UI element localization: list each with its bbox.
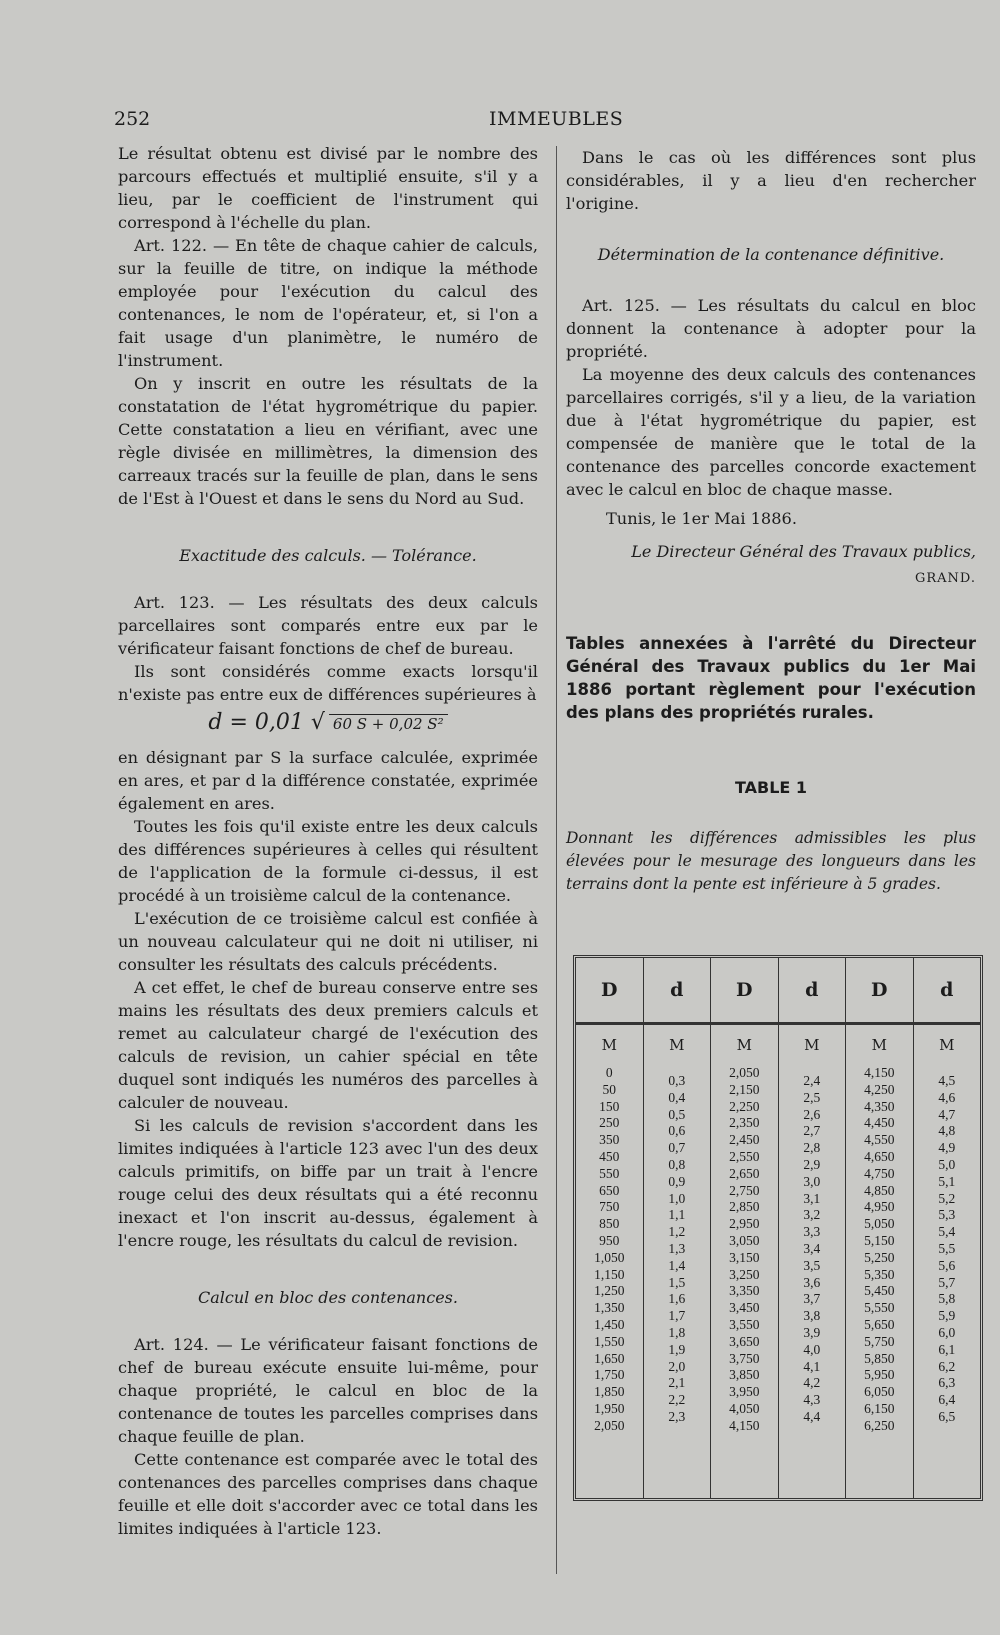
value-list <box>711 1065 778 1435</box>
table-cell: 5,050 <box>864 1216 895 1232</box>
paragraph: A cet effet, le chef de bureau conserve entre ses mains les résultats des deux premiers calculs et remet au calculateur chargé de l'exécution des calculs de revision, un cahier spécial en tête duquel sont indiqués les numéros des parcelles à calculer de nouveau. <box>118 978 538 1112</box>
table-cell: 3,3 <box>803 1224 821 1240</box>
table-cell: 3,850 <box>729 1367 760 1383</box>
table-cell: 2,6 <box>803 1106 821 1122</box>
table-cell: 1,4 <box>668 1257 686 1273</box>
table-cell: 2,7 <box>803 1123 821 1139</box>
table-cell: 4,550 <box>864 1132 895 1148</box>
table-cell: 3,7 <box>803 1291 821 1307</box>
table-cell: 3,1 <box>803 1190 821 1206</box>
table-cell: 2,5 <box>803 1089 821 1105</box>
table-cell: 3,150 <box>729 1249 760 1265</box>
table-cell: 5,650 <box>864 1316 895 1332</box>
table-cell: 4,0 <box>803 1341 821 1357</box>
table-cell: 2,2 <box>668 1392 686 1408</box>
table-cell: 4,6 <box>938 1089 956 1105</box>
table-cell: 4,4 <box>803 1408 821 1424</box>
annex-heading: Tables annexées à l'arrêté du Directeur Général des Travaux publics du 1er Mai 1886 portant règlement pour l'exécution des plans des propriétés rurales. <box>566 634 976 722</box>
value-list <box>914 1065 981 1426</box>
table-cell: 5,750 <box>864 1333 895 1349</box>
table-column <box>576 958 644 1498</box>
table-cell: 3,950 <box>729 1384 760 1400</box>
unit-cell: M <box>871 1036 887 1054</box>
unit-cell: M <box>804 1036 820 1054</box>
table-cell: 0,4 <box>668 1089 686 1105</box>
value-list <box>576 1065 643 1435</box>
table-cell: 1,7 <box>668 1308 686 1324</box>
table-cell: 5,3 <box>938 1207 956 1223</box>
unit-cell: M <box>601 1036 617 1054</box>
table-cell: 0,8 <box>668 1156 686 1172</box>
table-cell: 4,7 <box>938 1106 956 1122</box>
table-cell: 3,6 <box>803 1274 821 1290</box>
table-cell: 4,450 <box>864 1115 895 1131</box>
date-line: Tunis, le 1er Mai 1886. <box>606 509 797 528</box>
table-cell: 1,2 <box>668 1224 686 1240</box>
table-cell: 3,5 <box>803 1257 821 1273</box>
signature-name: GRAND. <box>914 571 976 586</box>
table-cell: 5,150 <box>864 1232 895 1248</box>
tolerance-table <box>573 955 983 1501</box>
table-cell: 650 <box>599 1182 620 1198</box>
table-header-cell: D <box>711 958 778 1025</box>
table-cell: 6,1 <box>938 1341 956 1357</box>
running-title: IMMEUBLES <box>489 108 624 130</box>
table-cell: 4,050 <box>729 1400 760 1416</box>
table-cell: 4,150 <box>864 1065 895 1080</box>
formula-radicand: 60 S + 0,02 S² <box>329 714 448 733</box>
table-cell: 2,8 <box>803 1140 821 1156</box>
table-cell: 50 <box>602 1081 616 1097</box>
table-cell: 6,250 <box>864 1417 895 1433</box>
table-cell: 3,050 <box>729 1232 760 1248</box>
signature-title: Le Directeur Général des Travaux publics, <box>631 542 976 561</box>
table-cell: 750 <box>599 1199 620 1215</box>
table-cell: 250 <box>599 1115 620 1131</box>
table-cell: 6,0 <box>938 1324 956 1340</box>
table-column <box>711 958 779 1498</box>
table-cell: 1,650 <box>594 1350 625 1366</box>
table-cell: 6,3 <box>938 1375 956 1391</box>
article-122: Art. 122. — En tête de chaque cahier de calculs, sur la feuille de titre, on indique la méthode employée pour l'exécution du calcul des contenances, le nom de l'opérateur, et, si l'on a fait usage d'un planimètre, le numéro de l'instrument. <box>118 236 538 370</box>
page-number: 252 <box>114 108 151 130</box>
table-cell: 2,450 <box>729 1132 760 1148</box>
table-cell: 1,350 <box>594 1300 625 1316</box>
paragraph: Si les calculs de revision s'accordent dans les limites indiquées à l'article 123 avec l'un des deux calculs primitifs, on biffe par un trait à l'encre rouge celui des deux résultats qui a été reconnu inexact et l'on inscrit au-dessus, également à l'encre rouge, les résultats du calcul de revision. <box>118 1116 538 1250</box>
table-header-cell: d <box>779 958 846 1025</box>
unit-cell: M <box>736 1036 752 1054</box>
table-cell: 3,8 <box>803 1308 821 1324</box>
table-cell: 450 <box>599 1148 620 1164</box>
table-cell: 2,250 <box>729 1098 760 1114</box>
table-cell: 5,1 <box>938 1173 956 1189</box>
table-cell: 2,1 <box>668 1375 686 1391</box>
table-cell: 1,8 <box>668 1324 686 1340</box>
table-cell: 1,0 <box>668 1190 686 1206</box>
table-cell: 2,050 <box>594 1417 625 1433</box>
table-cell: 0,9 <box>668 1173 686 1189</box>
table-cell: 1,750 <box>594 1367 625 1383</box>
table-cell: 1,5 <box>668 1274 686 1290</box>
paragraph: Le résultat obtenu est divisé par le nombre des parcours effectués et multiplié ensuite, s'il y a lieu, par le coefficient de l'instrument qui correspond à l'échelle du plan. <box>118 144 538 232</box>
table-cell: 2,9 <box>803 1156 821 1172</box>
table-cell: 6,050 <box>864 1384 895 1400</box>
table-cell: 4,350 <box>864 1098 895 1114</box>
table-cell: 1,450 <box>594 1316 625 1332</box>
table-title: TABLE 1 <box>734 778 808 797</box>
table-cell: 1,250 <box>594 1283 625 1299</box>
table-cell: 1,950 <box>594 1400 625 1416</box>
table-cell: 3,9 <box>803 1324 821 1340</box>
table-cell: 3,2 <box>803 1207 821 1223</box>
table-cell: 3,0 <box>803 1173 821 1189</box>
table-header-cell: D <box>576 958 643 1025</box>
table-cell: 3,450 <box>729 1300 760 1316</box>
table-cell: 2,350 <box>729 1115 760 1131</box>
table-column <box>644 958 712 1498</box>
table-cell: 4,950 <box>864 1199 895 1215</box>
paragraph: Cette contenance est comparée avec le total des contenances des parcelles comprises dans chaque feuille et elle doit s'accorder avec ce total dans les limites indiquées à l'article 123. <box>118 1450 538 1538</box>
unit-cell: M <box>669 1036 685 1054</box>
table-cell: 1,550 <box>594 1333 625 1349</box>
value-list <box>779 1065 846 1426</box>
table-cell: 850 <box>599 1216 620 1232</box>
right-column <box>566 146 976 896</box>
section-heading: Exactitude des calculs. — Tolérance. <box>179 546 477 565</box>
section-heading: Calcul en bloc des contenances. <box>198 1288 458 1307</box>
page-header <box>114 108 974 136</box>
table-cell: 1,850 <box>594 1384 625 1400</box>
table-cell: 3,750 <box>729 1350 760 1366</box>
table-cell: 4,1 <box>803 1358 821 1374</box>
table-cell: 2,3 <box>668 1408 686 1424</box>
column-divider <box>556 146 557 1574</box>
table-cell: 2,950 <box>729 1216 760 1232</box>
table-cell: 0,3 <box>668 1073 686 1088</box>
table-header-cell: d <box>914 958 981 1025</box>
formula-lhs: d = 0,01 <box>208 710 304 735</box>
table-cell: 0 <box>605 1065 613 1080</box>
table-cell: 3,4 <box>803 1240 821 1256</box>
table-cell: 1,1 <box>668 1207 686 1223</box>
table-cell: 5,0 <box>938 1156 956 1172</box>
table-grid <box>576 958 980 1498</box>
table-cell: 1,9 <box>668 1341 686 1357</box>
article-123: Art. 123. — Les résultats des deux calculs parcellaires sont comparés entre eux par le vérificateur faisant fonctions de chef de bureau. <box>118 593 538 658</box>
paragraph: Toutes les fois qu'il existe entre les deux calculs des différences supérieures à celles qui résultent de l'application de la formule ci-dessus, il est procédé à un troisième calcul de la contenance. <box>118 817 538 905</box>
table-cell: 5,550 <box>864 1300 895 1316</box>
table-header-cell: D <box>846 958 913 1025</box>
table-cell: 5,7 <box>938 1274 956 1290</box>
unit-cell: M <box>939 1036 955 1054</box>
table-cell: 1,6 <box>668 1291 686 1307</box>
table-cell: 2,150 <box>729 1081 760 1097</box>
table-cell: 4,750 <box>864 1165 895 1181</box>
table-cell: 4,250 <box>864 1081 895 1097</box>
table-cell: 4,650 <box>864 1148 895 1164</box>
table-cell: 6,2 <box>938 1358 956 1374</box>
table-cell: 4,2 <box>803 1375 821 1391</box>
table-header-cell: d <box>644 958 711 1025</box>
table-cell: 0,7 <box>668 1140 686 1156</box>
article-124: Art. 124. — Le vérificateur faisant fonctions de chef de bureau exécute ensuite lui-même, pour chaque propriété, le calcul en bloc de la contenance de toutes les parcelles comprises dans chaque feuille de plan. <box>118 1335 538 1446</box>
table-cell: 4,850 <box>864 1182 895 1198</box>
table-cell: 6,5 <box>938 1408 956 1424</box>
table-subtitle: Donnant les différences admissibles les plus élevées pour le mesurage des longueurs dans les terrains dont la pente est inférieure à 5 grades. <box>566 829 976 893</box>
table-cell: 2,650 <box>729 1165 760 1181</box>
table-cell: 4,3 <box>803 1392 821 1408</box>
table-cell: 550 <box>599 1165 620 1181</box>
table-cell: 5,250 <box>864 1249 895 1265</box>
table-cell: 4,5 <box>938 1073 956 1088</box>
table-cell: 0,5 <box>668 1106 686 1122</box>
table-cell: 950 <box>599 1232 620 1248</box>
table-cell: 4,150 <box>729 1417 760 1433</box>
table-cell: 4,9 <box>938 1140 956 1156</box>
table-cell: 2,4 <box>803 1073 821 1088</box>
table-cell: 5,5 <box>938 1240 956 1256</box>
table-cell: 5,9 <box>938 1308 956 1324</box>
tolerance-formula <box>118 710 538 740</box>
table-cell: 5,850 <box>864 1350 895 1366</box>
table-cell: 350 <box>599 1132 620 1148</box>
paragraph: en désignant par S la surface calculée, exprimée en ares, et par d la différence constatée, exprimée également en ares. <box>118 748 538 813</box>
table-cell: 6,150 <box>864 1400 895 1416</box>
value-list <box>846 1065 913 1435</box>
paragraph: Dans le cas où les différences sont plus considérables, il y a lieu d'en rechercher l'origine. <box>566 148 976 213</box>
table-cell: 3,650 <box>729 1333 760 1349</box>
table-cell: 5,450 <box>864 1283 895 1299</box>
table-cell: 1,150 <box>594 1266 625 1282</box>
paragraph: Ils sont considérés comme exacts lorsqu'il n'existe pas entre eux de différences supérieures à <box>118 662 538 704</box>
table-cell: 4,8 <box>938 1123 956 1139</box>
value-list <box>644 1065 711 1426</box>
table-cell: 6,4 <box>938 1392 956 1408</box>
table-column <box>914 958 981 1498</box>
table-column <box>846 958 914 1498</box>
table-cell: 2,750 <box>729 1182 760 1198</box>
table-cell: 0,6 <box>668 1123 686 1139</box>
left-column <box>118 142 538 1540</box>
table-cell: 5,950 <box>864 1367 895 1383</box>
sqrt-symbol: √ <box>310 710 325 735</box>
table-cell: 3,350 <box>729 1283 760 1299</box>
paragraph: La moyenne des deux calculs des contenances parcellaires corrigés, s'il y a lieu, de la variation due à l'état hygrométrique du papier, est compensée de manière que le total de la contenance des parcelles concorde exactement avec le calcul en bloc de chaque masse. <box>566 365 976 499</box>
table-cell: 2,0 <box>668 1358 686 1374</box>
table-cell: 5,2 <box>938 1190 956 1206</box>
table-cell: 1,050 <box>594 1249 625 1265</box>
table-cell: 2,550 <box>729 1148 760 1164</box>
table-cell: 5,350 <box>864 1266 895 1282</box>
table-cell: 2,050 <box>729 1065 760 1080</box>
table-cell: 150 <box>599 1098 620 1114</box>
table-cell: 3,550 <box>729 1316 760 1332</box>
section-heading: Détermination de la contenance définitive. <box>597 245 945 264</box>
table-cell: 5,6 <box>938 1257 956 1273</box>
article-125: Art. 125. — Les résultats du calcul en bloc donnent la contenance à adopter pour la propriété. <box>566 296 976 361</box>
table-cell: 5,4 <box>938 1224 956 1240</box>
paragraph: L'exécution de ce troisième calcul est confiée à un nouveau calculateur qui ne doit ni utiliser, ni consulter les résultats des calculs précédents. <box>118 909 538 974</box>
table-column <box>779 958 847 1498</box>
table-cell: 1,3 <box>668 1240 686 1256</box>
table-cell: 2,850 <box>729 1199 760 1215</box>
paragraph: On y inscrit en outre les résultats de la constatation de l'état hygrométrique du papier. Cette constatation a lieu en vérifiant, avec une règle divisée en millimètres, la dimension des carreaux tracés sur la feuille de plan, dans le sens de l'Est à l'Ouest et dans le sens du Nord au Sud. <box>118 374 538 508</box>
table-cell: 3,250 <box>729 1266 760 1282</box>
table-cell: 5,8 <box>938 1291 956 1307</box>
